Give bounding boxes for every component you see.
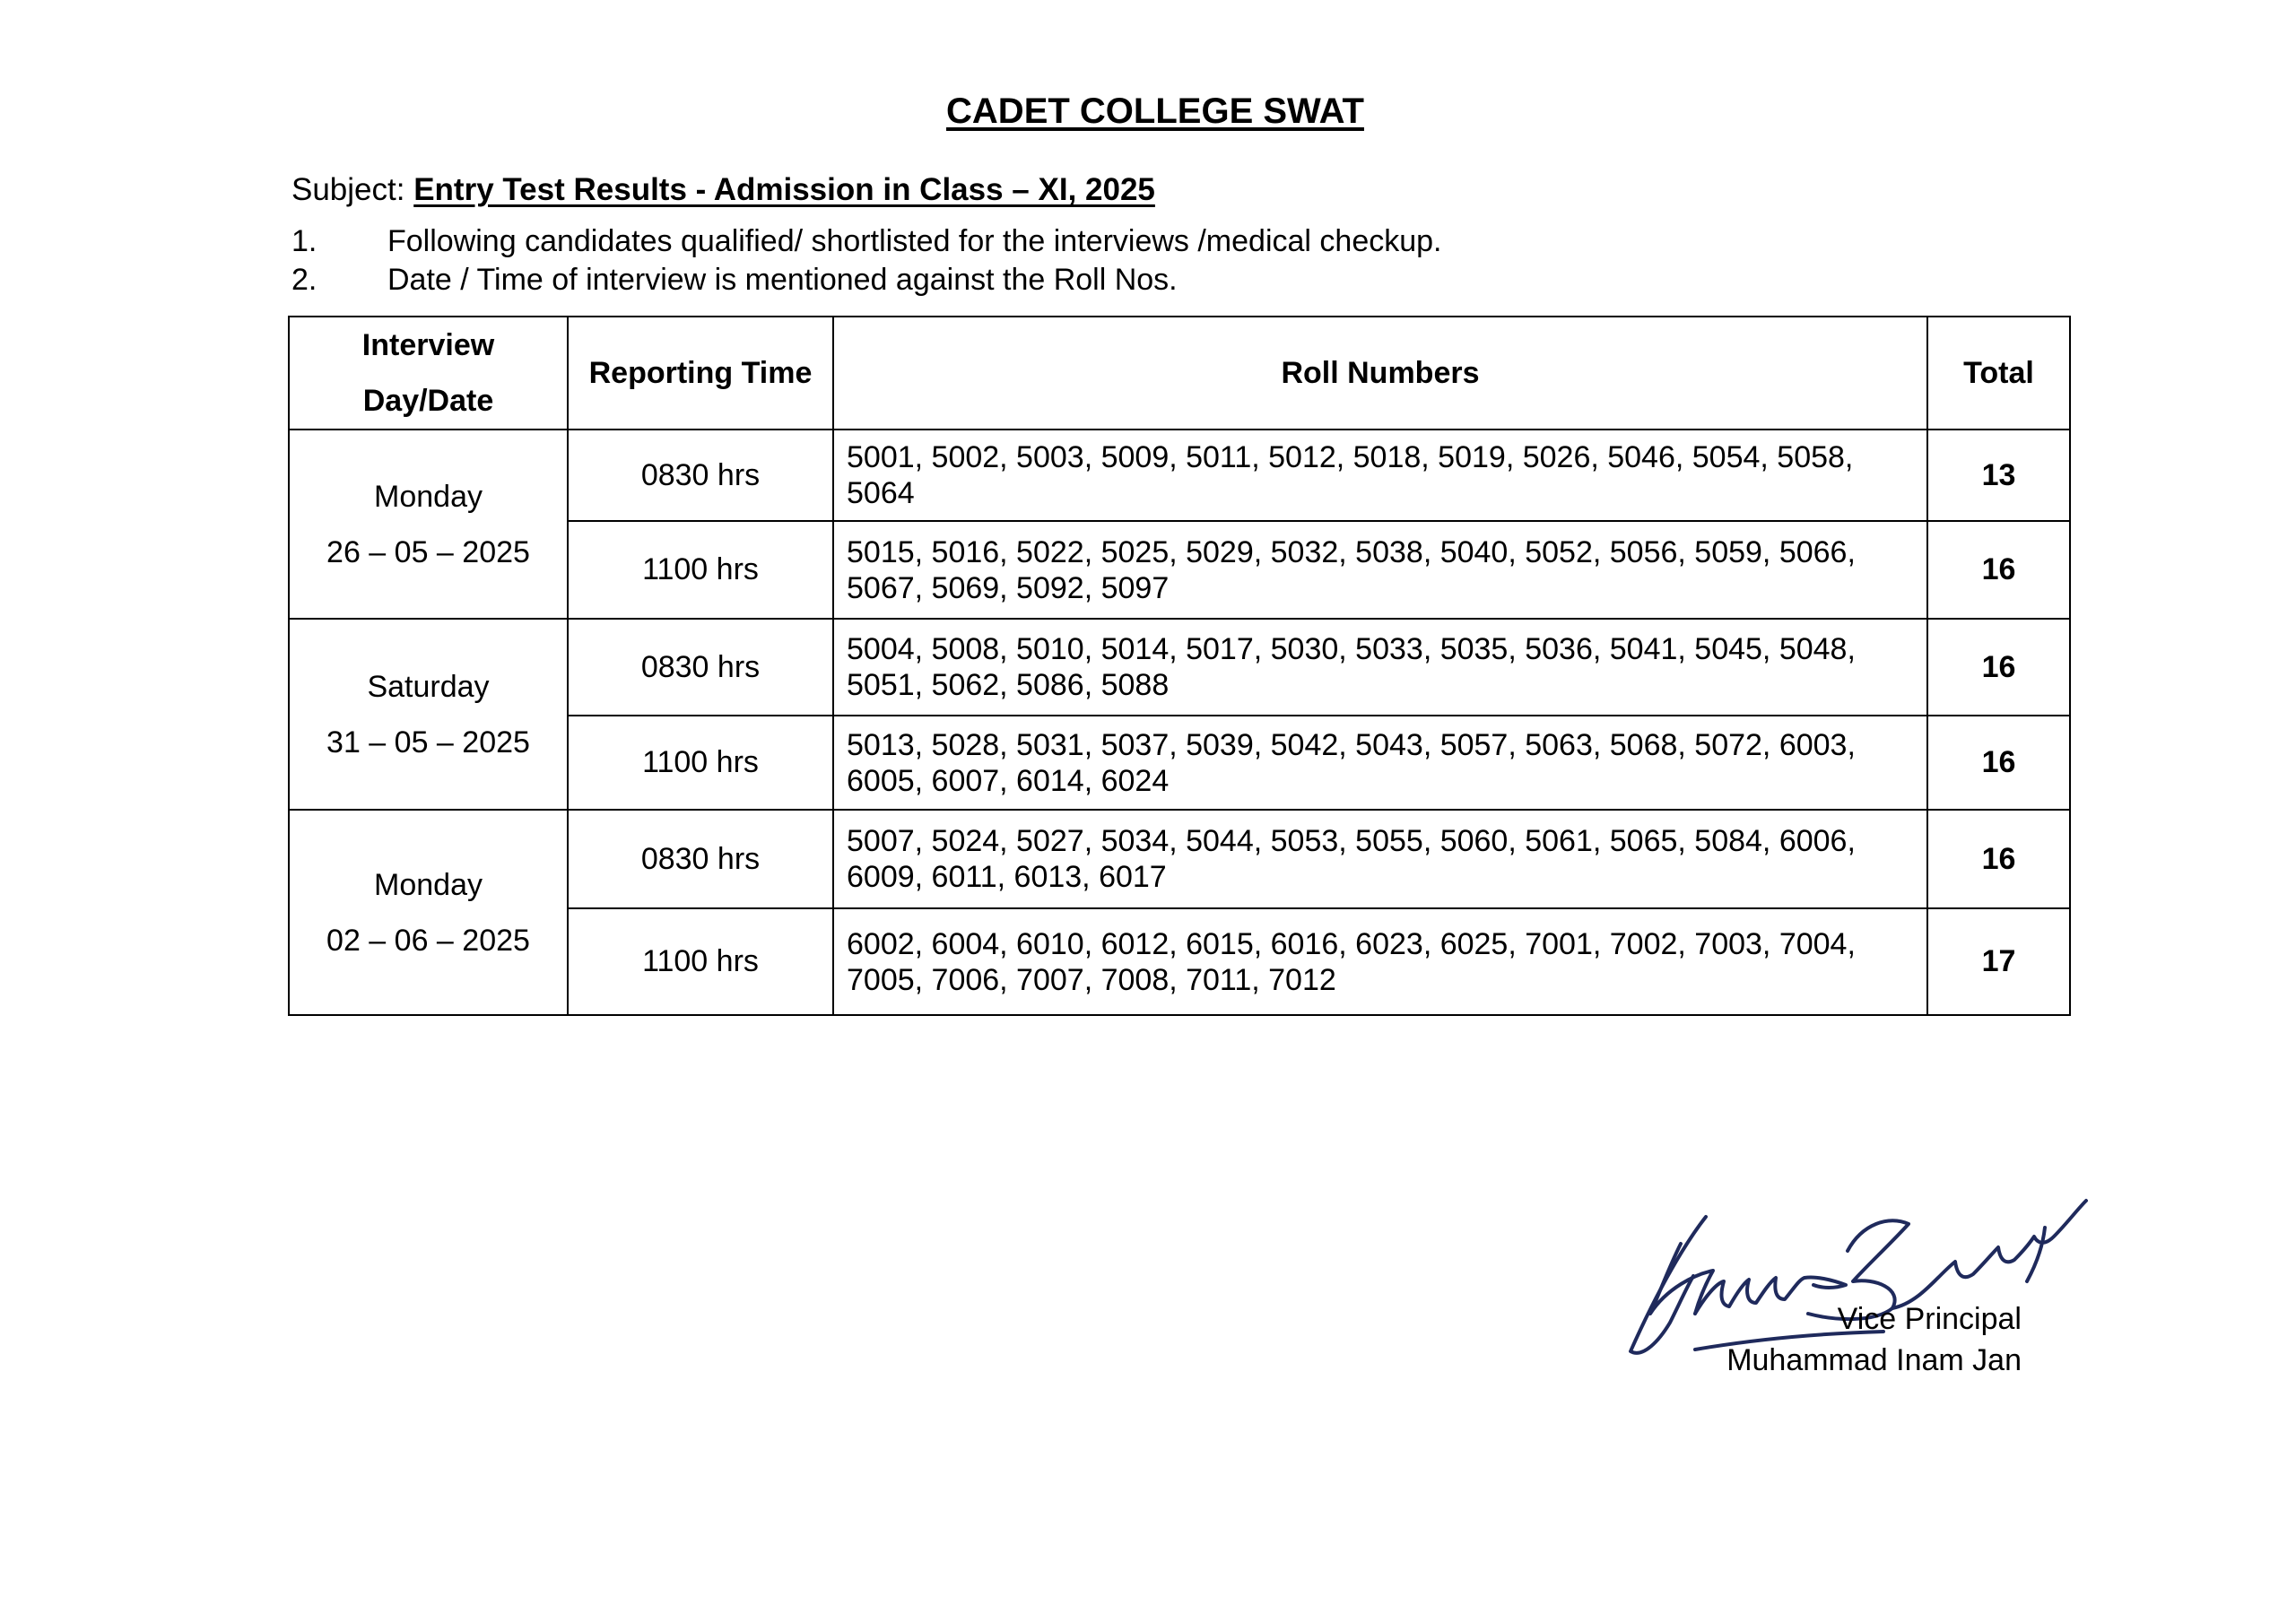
table-row xyxy=(289,619,2070,716)
table-row xyxy=(289,810,2070,908)
header-day-line2: Day/Date xyxy=(362,384,494,418)
interview-day: Saturday xyxy=(367,669,490,704)
note-number: 1. xyxy=(291,224,317,258)
roll-numbers-cell xyxy=(833,810,1927,908)
header-interview-day-date xyxy=(289,317,568,430)
interview-date: 26 – 05 – 2025 xyxy=(326,534,530,569)
roll-numbers-cell xyxy=(833,521,1927,619)
roll-numbers-cell xyxy=(833,619,1927,716)
header-day-line1: Interview xyxy=(361,328,495,362)
interview-date: 31 – 05 – 2025 xyxy=(326,725,530,759)
document-title: CADET COLLEGE SWAT xyxy=(946,91,1364,131)
roll-numbers-line: 7005, 7006, 7007, 7008, 7011, 7012 xyxy=(847,962,1336,997)
subject-text: Entry Test Results - Admission in Class – XI, 2025 xyxy=(413,172,1155,207)
note-number: 2. xyxy=(291,263,317,297)
roll-numbers-line: 6002, 6004, 6010, 6012, 6015, 6016, 6023, 6025, 7001, 7002, 7003, 7004, xyxy=(847,926,1856,961)
signature-stroke xyxy=(1892,1201,2086,1308)
reporting-time-cell: 1100 hrs xyxy=(568,521,833,619)
roll-numbers-line: 6005, 6007, 6014, 6024 xyxy=(847,763,1170,798)
roll-numbers-line: 5007, 5024, 5027, 5034, 5044, 5053, 5055, 5060, 5061, 5065, 5084, 6006, xyxy=(847,824,1856,858)
signature-block xyxy=(1726,1298,2022,1381)
table-header-row xyxy=(289,317,2070,430)
signatory-designation: Vice Principal xyxy=(1837,1302,2022,1336)
header-roll-numbers: Roll Numbers xyxy=(833,317,1927,430)
roll-numbers-cell xyxy=(833,430,1927,521)
interview-day: Monday xyxy=(374,867,483,902)
roll-numbers-line: 5004, 5008, 5010, 5014, 5017, 5030, 5033, 5035, 5036, 5041, 5045, 5048, xyxy=(847,632,1856,666)
roll-numbers-line: 5064 xyxy=(847,476,915,510)
subject-label: Subject: xyxy=(291,172,405,207)
roll-numbers-line: 5001, 5002, 5003, 5009, 5011, 5012, 5018, 5019, 5026, 5046, 5054, 5058, xyxy=(847,440,1854,474)
note-text: Date / Time of interview is mentioned against the Roll Nos. xyxy=(387,263,1178,297)
subject-line xyxy=(291,172,1155,208)
interview-day: Monday xyxy=(374,479,483,514)
total-cell: 16 xyxy=(1927,716,2070,810)
interview-day-date-cell xyxy=(289,619,568,810)
roll-numbers-cell xyxy=(833,908,1927,1015)
reporting-time-cell: 0830 hrs xyxy=(568,430,833,521)
reporting-time-cell: 1100 hrs xyxy=(568,908,833,1015)
signature-stroke xyxy=(1631,1217,1706,1353)
header-total: Total xyxy=(1927,317,2070,430)
roll-numbers-cell xyxy=(833,716,1927,810)
signatory-name: Muhammad Inam Jan xyxy=(1726,1343,2022,1377)
interview-day-date-cell xyxy=(289,810,568,1015)
total-cell: 16 xyxy=(1927,521,2070,619)
interview-date: 02 – 06 – 2025 xyxy=(326,923,530,958)
total-cell: 16 xyxy=(1927,810,2070,908)
roll-numbers-line: 5067, 5069, 5092, 5097 xyxy=(847,570,1170,605)
note-item xyxy=(291,222,1442,261)
interview-schedule-table xyxy=(288,316,2071,1016)
reporting-time-cell: 0830 hrs xyxy=(568,619,833,716)
roll-numbers-line: 5015, 5016, 5022, 5025, 5029, 5032, 5038, 5040, 5052, 5056, 5059, 5066, xyxy=(847,534,1856,569)
signature-stroke xyxy=(2027,1228,2045,1281)
total-cell: 13 xyxy=(1927,430,2070,521)
total-cell: 17 xyxy=(1927,908,2070,1015)
note-item xyxy=(291,261,1442,299)
table-row xyxy=(289,430,2070,521)
roll-numbers-line: 5051, 5062, 5086, 5088 xyxy=(847,668,1170,702)
note-text: Following candidates qualified/ shortlisted for the interviews /medical checkup. xyxy=(387,224,1442,258)
notes-list xyxy=(291,222,1442,299)
signature-stroke xyxy=(1805,1277,1846,1288)
header-reporting-time: Reporting Time xyxy=(568,317,833,430)
interview-day-date-cell xyxy=(289,430,568,619)
roll-numbers-line: 5013, 5028, 5031, 5037, 5039, 5042, 5043, 5057, 5063, 5068, 5072, 6003, xyxy=(847,727,1856,762)
total-cell: 16 xyxy=(1927,619,2070,716)
roll-numbers-line: 6009, 6011, 6013, 6017 xyxy=(847,860,1167,894)
reporting-time-cell: 1100 hrs xyxy=(568,716,833,810)
reporting-time-cell: 0830 hrs xyxy=(568,810,833,908)
